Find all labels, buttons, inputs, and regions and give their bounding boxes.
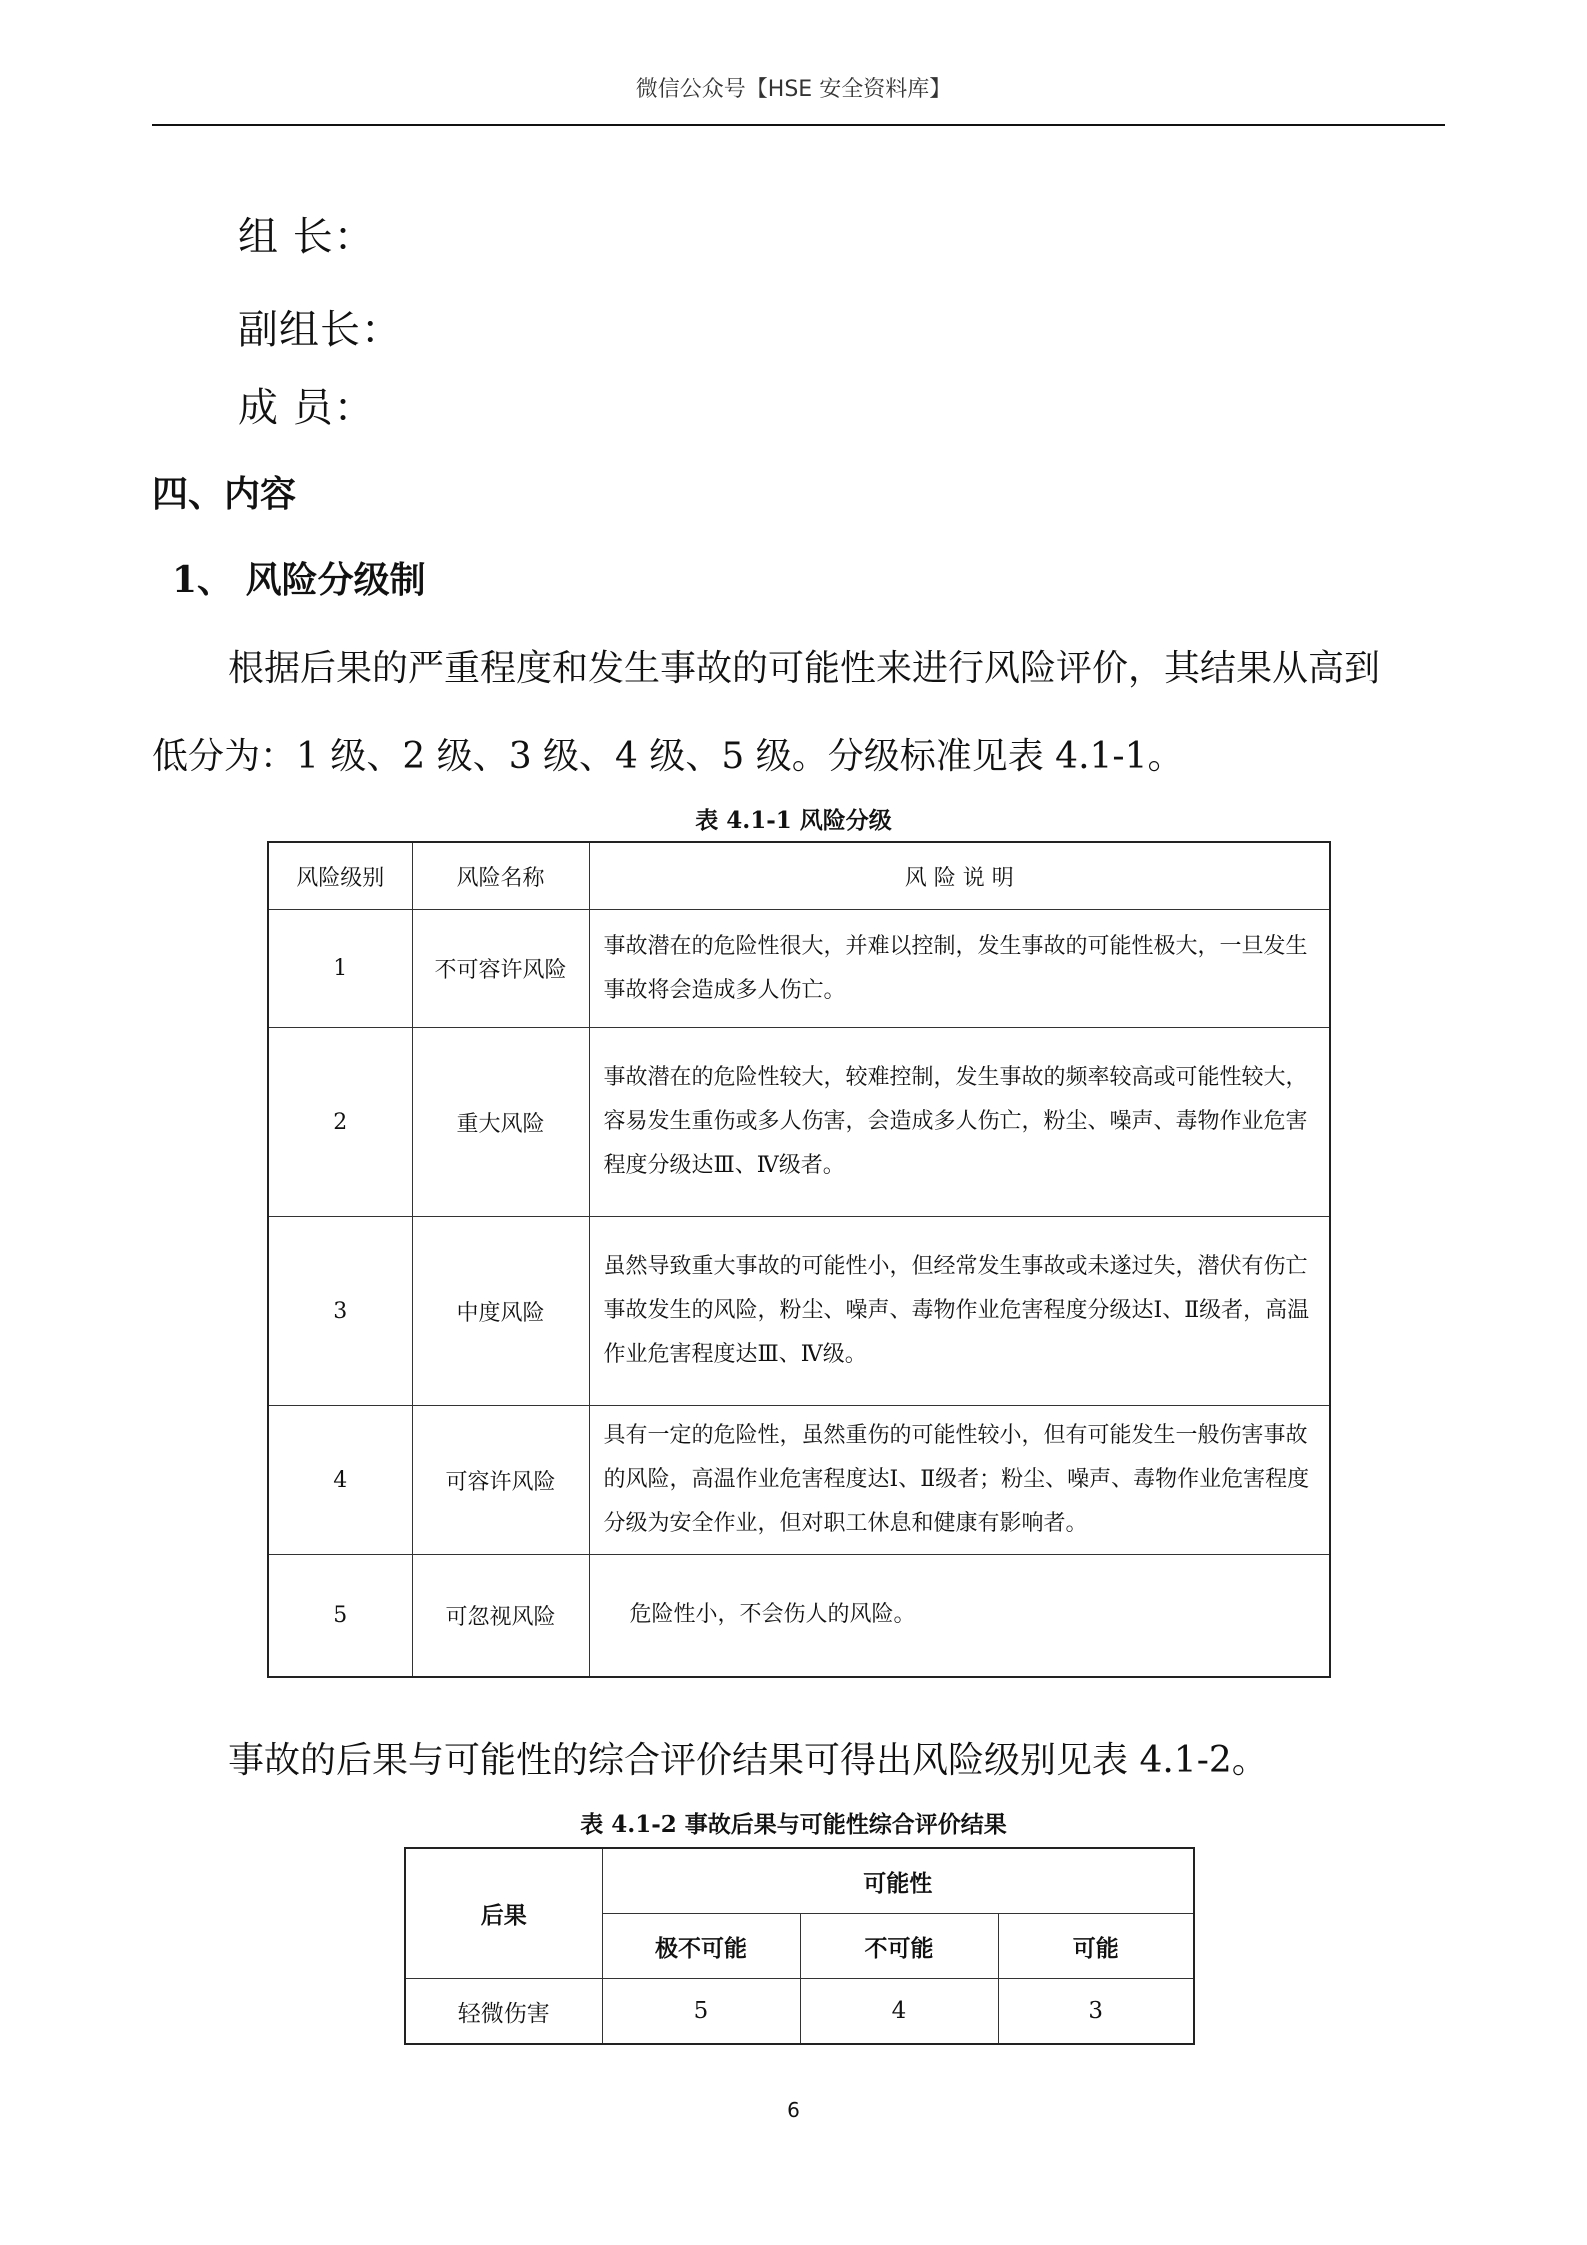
possibility-header: 可能性 <box>602 1848 1194 1914</box>
table-cell: 4 <box>800 1979 998 2045</box>
row-label: 轻微伤害 <box>405 1979 602 2045</box>
column-header: 可能 <box>998 1914 1194 1979</box>
header-desc: 风 险 说 明 <box>589 842 1330 910</box>
risk-level: 3 <box>268 1217 412 1406</box>
role-leader: 组 长： <box>238 214 375 260</box>
risk-desc: 事故潜在的危险性很大，并难以控制，发生事故的可能性极大，一旦发生事故将会造成多人伤亡。 <box>589 910 1330 1028</box>
risk-desc: 事故潜在的危险性较大，较难控制，发生事故的频率较高或可能性较大，容易发生重伤或多人伤害，会造成多人伤亡，粉尘、噪声、毒物作业危害程度分级达Ⅲ、Ⅳ级者。 <box>589 1028 1330 1217</box>
column-header: 不可能 <box>800 1914 998 1979</box>
table-row <box>268 910 1330 1028</box>
table1-caption: 表 4.1-1 风险分级 <box>695 807 892 834</box>
evaluation-table <box>404 1847 1195 2045</box>
table-cell: 5 <box>602 1979 800 2045</box>
table-row <box>268 1217 1330 1406</box>
risk-level: 2 <box>268 1028 412 1217</box>
risk-name: 重大风险 <box>412 1028 589 1217</box>
table2-caption: 表 4.1-2 事故后果与可能性综合评价结果 <box>580 1811 1007 1838</box>
page-number: 6 <box>787 2098 800 2122</box>
table-row <box>268 1028 1330 1217</box>
risk-desc: 具有一定的危险性，虽然重伤的可能性较小，但有可能发生一般伤害事故的风险，高温作业危害程度达Ⅰ、Ⅱ级者；粉尘、噪声、毒物作业危害程度分级为安全作业，但对职工休息和健康有影响者。 <box>589 1406 1330 1555</box>
risk-level-table <box>267 841 1331 1678</box>
risk-name: 可忽视风险 <box>412 1555 589 1677</box>
table-header-row <box>268 842 1330 910</box>
paragraph-line-1: 根据后果的严重程度和发生事故的可能性来进行风险评价，其结果从高到 <box>228 648 1381 689</box>
role-member: 成 员： <box>238 385 375 431</box>
role-deputy: 副组长： <box>238 307 402 353</box>
risk-desc: 危险性小，不会伤人的风险。 <box>589 1555 1330 1677</box>
risk-name: 中度风险 <box>412 1217 589 1406</box>
risk-level: 4 <box>268 1406 412 1555</box>
column-header: 极不可能 <box>602 1914 800 1979</box>
header-level: 风险级别 <box>268 842 412 910</box>
table-row <box>268 1406 1330 1555</box>
table-cell: 3 <box>998 1979 1194 2045</box>
header-name: 风险名称 <box>412 842 589 910</box>
risk-name: 可容许风险 <box>412 1406 589 1555</box>
consequence-header: 后果 <box>405 1848 602 1979</box>
subsection-title: 1、 风险分级制 <box>172 559 426 601</box>
page-header: 微信公众号【HSE 安全资料库】 <box>635 77 952 102</box>
paragraph-2: 事故的后果与可能性的综合评价结果可得出风险级别见表 4.1-2。 <box>228 1740 1268 1781</box>
table-row <box>405 1979 1194 2045</box>
paragraph-line-2: 低分为：1 级、2 级、3 级、4 级、5 级。分级标准见表 4.1-1。 <box>152 736 1184 777</box>
header-rule <box>152 124 1445 126</box>
section-title: 四、内容 <box>152 473 297 515</box>
table-header-row <box>405 1848 1194 1914</box>
risk-level: 1 <box>268 910 412 1028</box>
risk-level: 5 <box>268 1555 412 1677</box>
risk-name: 不可容许风险 <box>412 910 589 1028</box>
risk-desc: 虽然导致重大事故的可能性小，但经常发生事故或未遂过失，潜伏有伤亡事故发生的风险，粉尘、噪声、毒物作业危害程度分级达Ⅰ、Ⅱ级者，高温作业危害程度达Ⅲ、Ⅳ级。 <box>589 1217 1330 1406</box>
table-row <box>268 1555 1330 1677</box>
